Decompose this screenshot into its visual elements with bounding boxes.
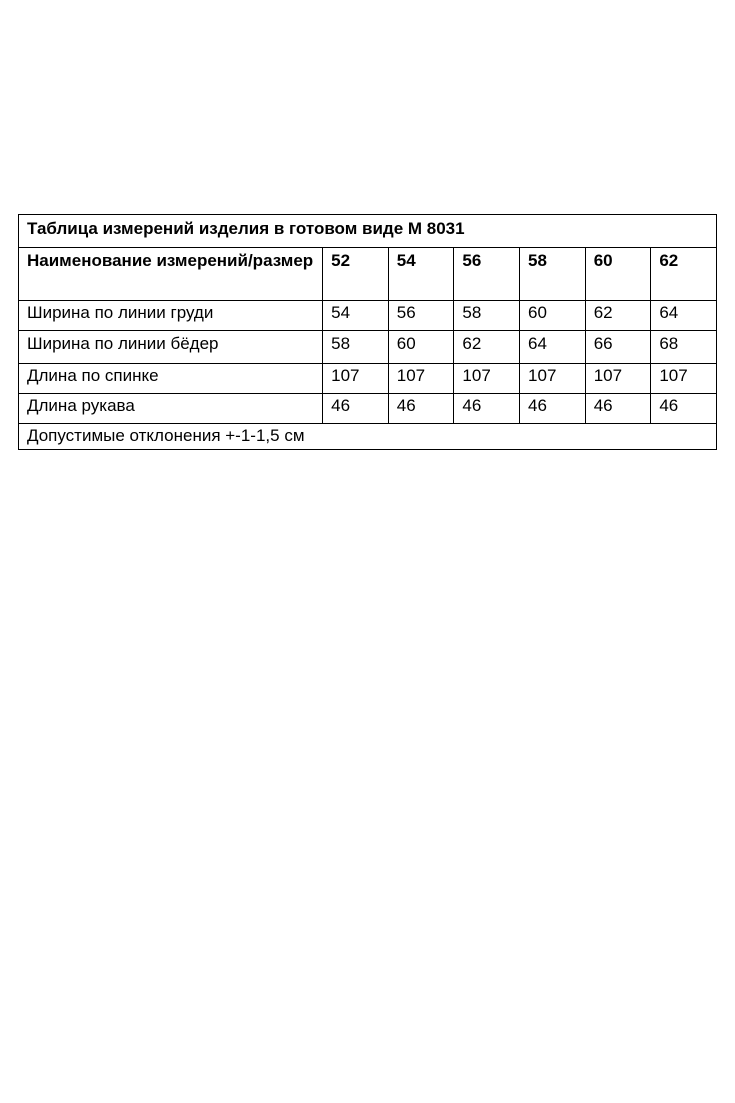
table-cell: 60	[520, 301, 586, 331]
table-cell: 58	[323, 331, 389, 364]
size-header: 62	[651, 248, 717, 301]
header-label: Наименование измерений/размер	[19, 248, 323, 301]
table-cell: 56	[388, 301, 454, 331]
size-header: 52	[323, 248, 389, 301]
table-cell: 107	[323, 364, 389, 394]
table-row	[19, 301, 717, 331]
table-row	[19, 394, 717, 424]
table-cell: 68	[651, 331, 717, 364]
table-cell: 107	[651, 364, 717, 394]
table-cell: 62	[585, 301, 651, 331]
size-header: 60	[585, 248, 651, 301]
row-label: Ширина по линии груди	[19, 301, 323, 331]
table-cell: 107	[585, 364, 651, 394]
table-cell: 46	[585, 394, 651, 424]
row-label: Длина рукава	[19, 394, 323, 424]
table-cell: 107	[520, 364, 586, 394]
table-note-row	[19, 424, 717, 450]
table-cell: 58	[454, 301, 520, 331]
size-header: 54	[388, 248, 454, 301]
table-cell: 107	[454, 364, 520, 394]
table-cell: 60	[388, 331, 454, 364]
table-cell: 64	[651, 301, 717, 331]
table-cell: 46	[520, 394, 586, 424]
table-cell: 66	[585, 331, 651, 364]
table-row	[19, 331, 717, 364]
table-header-row	[19, 248, 717, 301]
table-cell: 46	[651, 394, 717, 424]
table-cell: 62	[454, 331, 520, 364]
table-cell: 46	[388, 394, 454, 424]
tolerance-note: Допустимые отклонения +-1-1,5 см	[19, 424, 717, 450]
size-header: 56	[454, 248, 520, 301]
table-title: Таблица измерений изделия в готовом виде М 8031	[19, 215, 717, 248]
table-cell: 107	[388, 364, 454, 394]
row-label: Длина по спинке	[19, 364, 323, 394]
table-cell: 54	[323, 301, 389, 331]
table-title-row	[19, 215, 717, 248]
table-cell: 46	[454, 394, 520, 424]
size-header: 58	[520, 248, 586, 301]
row-label: Ширина по линии бёдер	[19, 331, 323, 364]
measurement-table	[18, 214, 717, 450]
table-row	[19, 364, 717, 394]
table-cell: 46	[323, 394, 389, 424]
table-cell: 64	[520, 331, 586, 364]
